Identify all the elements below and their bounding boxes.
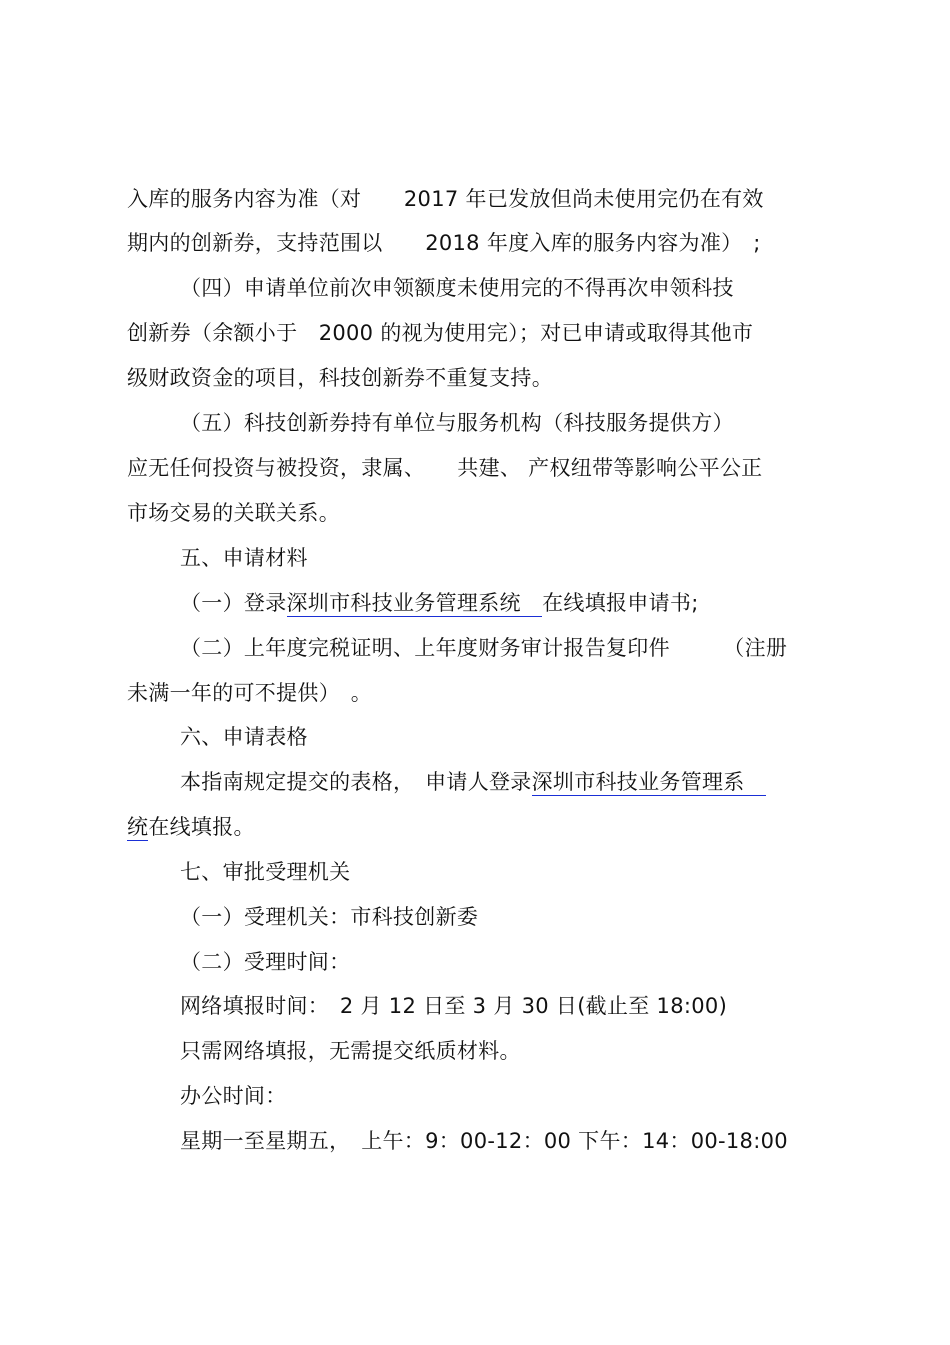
system-link[interactable]: 统 xyxy=(127,815,149,839)
text-line xyxy=(180,857,350,887)
text-run: 在线填报。 xyxy=(148,815,255,839)
text-run: 只需网络填报，无需提交纸质材料。 xyxy=(180,1039,521,1063)
text-run: （五）科技创新券持有单位与服务机构（科技服务提供方） xyxy=(180,411,734,435)
text-run: 市场交易的关联关系。 xyxy=(127,501,340,525)
text-line xyxy=(180,722,308,752)
text-run: 星期一至星期五， 上午：9：00-12：00 下午：14：00-18:00 xyxy=(180,1129,788,1153)
system-link[interactable]: 深圳市科技业务管理系 xyxy=(531,770,766,794)
text-line xyxy=(180,408,734,438)
text-line xyxy=(127,812,255,842)
text-line xyxy=(180,633,787,663)
text-line xyxy=(180,991,727,1021)
text-run: 五、申请材料 xyxy=(180,546,308,570)
text-run: 办公时间： xyxy=(180,1084,287,1108)
text-line xyxy=(127,318,753,348)
text-line xyxy=(127,184,764,214)
text-run: （二）受理时间： xyxy=(180,950,351,974)
text-line xyxy=(180,588,699,618)
text-run: （二）上年度完税证明、上年度财务审计报告复印件 （注册 xyxy=(180,636,788,660)
text-run: 七、审批受理机关 xyxy=(180,860,351,884)
text-run: （一）受理机关：市科技创新委 xyxy=(180,905,479,929)
system-link[interactable]: 深圳市科技业务管理系统 xyxy=(286,591,543,615)
text-line xyxy=(180,273,734,303)
text-run: 入库的服务内容为准（对 2017 年已发放但尚未使用完仍在有效 xyxy=(127,187,764,211)
text-line xyxy=(180,1036,521,1066)
text-run: 本指南规定提交的表格， 申请人登录 xyxy=(180,770,532,794)
text-line xyxy=(180,902,478,932)
text-line xyxy=(127,453,762,483)
text-run: 应无任何投资与被投资，隶属、 共建、 产权纽带等影响公平公正 xyxy=(127,456,763,480)
text-run: 六、申请表格 xyxy=(180,725,308,749)
text-line xyxy=(180,767,766,797)
text-run: 未满一年的可不提供） 。 xyxy=(127,681,373,705)
text-line xyxy=(127,228,761,258)
text-line xyxy=(180,543,308,573)
text-line xyxy=(180,1081,287,1111)
text-run: （四）申请单位前次申领额度未使用完的不得再次申领科技 xyxy=(180,276,734,300)
text-run: 创新券（余额小于 2000 的视为使用完）；对已申请或取得其他市 xyxy=(127,321,754,345)
text-run: 期内的创新券，支持范围以 2018 年度入库的服务内容为准） ; xyxy=(127,231,761,255)
text-run: 级财政资金的项目，科技创新券不重复支持。 xyxy=(127,366,553,390)
text-line xyxy=(127,363,553,393)
text-line xyxy=(127,498,340,528)
text-run: 网络填报时间： 2 月 12 日至 3 月 30 日(截止至 18:00) xyxy=(180,994,728,1018)
text-run: 在线填报申请书; xyxy=(542,591,699,615)
text-line xyxy=(180,947,350,977)
text-line xyxy=(127,678,372,708)
text-line xyxy=(180,1126,788,1156)
text-run: （一）登录 xyxy=(180,591,287,615)
